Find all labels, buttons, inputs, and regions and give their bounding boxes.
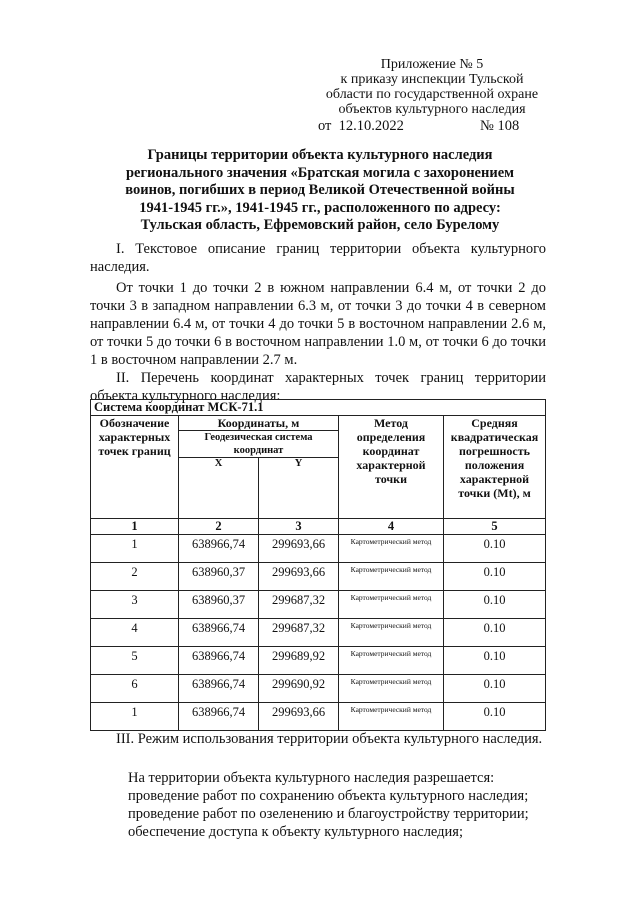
point-cell: 1	[91, 535, 179, 563]
y-cell: 299693,66	[259, 535, 339, 563]
appendix-line: к приказу инспекции Тульской	[340, 72, 524, 87]
method-cell: Картометрический метод	[339, 619, 444, 647]
method-cell: Картометрический метод	[339, 563, 444, 591]
coordinates-table	[90, 399, 546, 731]
order-date-number	[318, 118, 520, 135]
point-cell: 6	[91, 675, 179, 703]
table-row	[91, 563, 546, 591]
x-cell: 638966,74	[179, 675, 259, 703]
y-cell: 299687,32	[259, 591, 339, 619]
header-error: Средняя квадратическая погрешность положения характерной точки (Mt), м	[444, 416, 546, 519]
table-row	[91, 647, 546, 675]
section3-heading: III. Режим использования территории объекта культурного наследия.	[116, 731, 543, 747]
header-geo-system: Геодезическая система координат	[179, 431, 339, 458]
header-method: Метод определения координат характерной точки	[339, 416, 444, 519]
section1-text: От точки 1 до точки 2 в южном направлении 6.4 м, от точки 2 до точки 3 в западном направлении 6.3 м, от точки 3 до точки 4 в северном направлении 6.4 м, от точки 4 до точки 5 в восточном направлении 2.6 м, от точки 5 до точки 6 в восточном направлении 1.0 м, от точки 6 до точки 1 в восточном направлении 2.7 м.	[90, 280, 546, 368]
x-cell: 638966,74	[179, 535, 259, 563]
error-cell: 0.10	[444, 591, 546, 619]
table-row	[91, 591, 546, 619]
column-number: 4	[339, 519, 444, 535]
allowed-item: проведение работ по озеленению и благоустройству территории;	[128, 806, 529, 822]
table-row	[91, 703, 546, 731]
table-row	[91, 535, 546, 563]
title-line: Границы территории объекта культурного наследия	[147, 147, 493, 163]
table-row	[91, 619, 546, 647]
section1-heading: I. Текстовое описание границ территории объекта культурного наследия.	[90, 241, 546, 275]
title-line: регионального значения «Братская могила с захоронением	[125, 164, 515, 181]
column-number: 5	[444, 519, 546, 535]
coordinate-system-label: Система координат МСК-71.1	[91, 400, 546, 416]
x-cell: 638960,37	[179, 563, 259, 591]
error-cell: 0.10	[444, 675, 546, 703]
order-number: № 108	[480, 118, 520, 134]
x-cell: 638966,74	[179, 619, 259, 647]
appendix-line: объектов культурного наследия	[338, 102, 526, 117]
x-cell: 638960,37	[179, 591, 259, 619]
title-line: 1941-1945 гг.», 1941-1945 гг., расположенного по адресу:	[139, 199, 501, 216]
allowed-item: проведение работ по сохранению объекта культурного наследия;	[128, 788, 529, 804]
y-cell: 299689,92	[259, 647, 339, 675]
point-cell: 1	[91, 703, 179, 731]
point-cell: 5	[91, 647, 179, 675]
error-cell: 0.10	[444, 703, 546, 731]
allowed-item: обеспечение доступа к объекту культурного наследия;	[128, 824, 464, 840]
header-y: Y	[259, 458, 339, 519]
order-date-prefix: от	[318, 118, 332, 134]
method-cell: Картометрический метод	[339, 675, 444, 703]
error-cell: 0.10	[444, 535, 546, 563]
order-date: 12.10.2022	[338, 118, 404, 134]
section2-heading: II. Перечень координат характерных точек границ территории объекта культурного наследия:	[90, 370, 546, 404]
y-cell: 299693,66	[259, 703, 339, 731]
column-number-row	[91, 519, 546, 535]
column-number: 1	[91, 519, 179, 535]
point-cell: 4	[91, 619, 179, 647]
y-cell: 299687,32	[259, 619, 339, 647]
table-row	[91, 675, 546, 703]
error-cell: 0.10	[444, 647, 546, 675]
error-cell: 0.10	[444, 619, 546, 647]
document-title	[90, 147, 550, 235]
point-cell: 2	[91, 563, 179, 591]
method-cell: Картометрический метод	[339, 647, 444, 675]
title-line: Тульская область, Ефремовский район, село Бурелому	[140, 217, 500, 233]
point-cell: 3	[91, 591, 179, 619]
x-cell: 638966,74	[179, 703, 259, 731]
appendix-line: Приложение № 5	[380, 57, 484, 72]
method-cell: Картометрический метод	[339, 703, 444, 731]
error-cell: 0.10	[444, 563, 546, 591]
header-point: Обозначение характерных точек границ	[91, 416, 179, 519]
y-cell: 299690,92	[259, 675, 339, 703]
x-cell: 638966,74	[179, 647, 259, 675]
allowed-intro: На территории объекта культурного наследия разрешается:	[128, 770, 495, 786]
header-coords: Координаты, м	[179, 416, 339, 431]
column-number: 2	[179, 519, 259, 535]
column-number: 3	[259, 519, 339, 535]
y-cell: 299693,66	[259, 563, 339, 591]
method-cell: Картометрический метод	[339, 591, 444, 619]
appendix-header	[312, 57, 552, 117]
title-line: воинов, погибших в период Великой Отечественной войны	[125, 182, 515, 198]
appendix-line: области по государственной охране	[325, 87, 539, 102]
method-cell: Картометрический метод	[339, 535, 444, 563]
header-x: X	[179, 458, 259, 519]
